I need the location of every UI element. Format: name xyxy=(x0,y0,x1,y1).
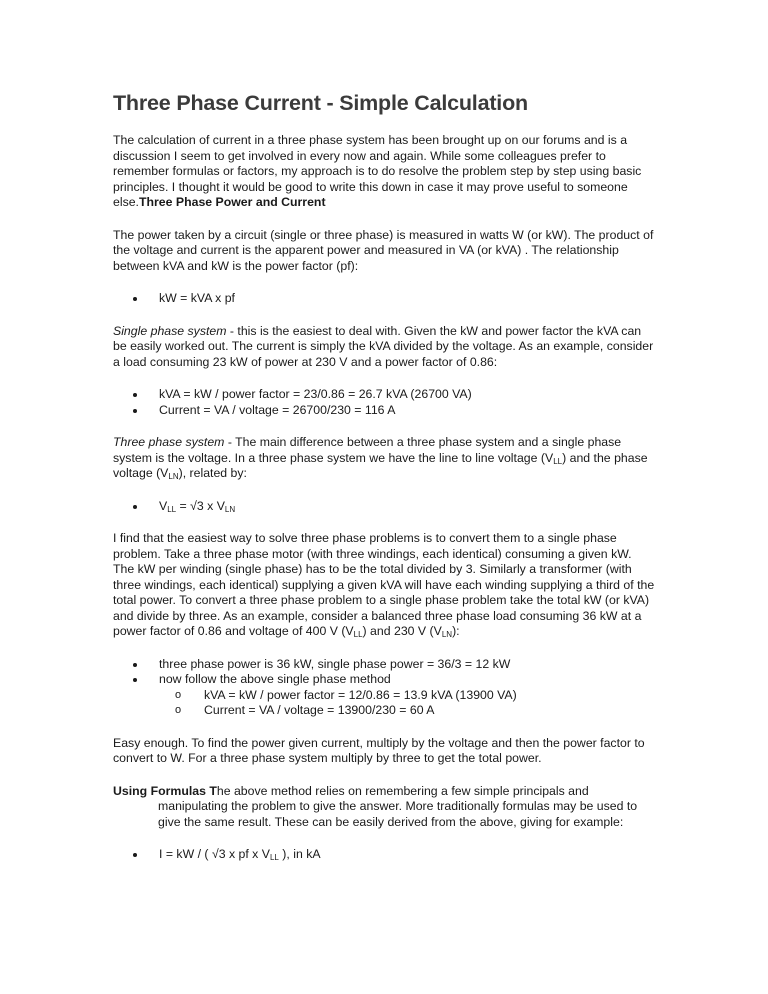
single-phase-label: Single phase system xyxy=(113,323,227,338)
list-item: $V_{LL} = √3$ x $V_{LN}$ xyxy=(113,499,655,515)
section-heading-formulas: Using Formulas T xyxy=(113,783,217,798)
intro-text: The calculation of current in a three phase system has been brought up on our forums and is a discussion I seem to get involved in every now and again. While some colleagues prefer to remember formulas or factors, my approach is to do resolve the problem step by step using basic principles. I thought it would be good to write this down in case it may prove useful to someone else. xyxy=(113,133,642,209)
single-phase-paragraph xyxy=(113,324,655,371)
three-phase-paragraph: Three phase system - The main difference between a three phase system and a single phase system is the voltage. In a three phase system we have the line to line voltage $(V_{LL})$ and the phase voltage $(V_{LN})$, related by: xyxy=(113,435,648,481)
sub-list-item: o kVA = kW / power factor = 12/0.86 = 13.9 kVA (13900 VA) xyxy=(159,688,655,704)
formula-list xyxy=(113,847,655,863)
method-paragraph: I find that the easiest way to solve three phase problems is to convert them to a single phase problem. Take a three phase motor (with three windings, each identical) consuming a given kW. The kW per winding (single phase) has to be the total divided by 3. Similarly a transformer (with three windings, each identical) supplying a given kVA will have each winding supplying a third of the total power. To convert a three phase problem to a single phase problem take the total kW (or kVA) and divide by three. As an example, consider a balanced three phase load consuming 36 kW at a power factor of 0.86 and voltage of 400 V $(V_{LL})$ and 230 V $(V_{LN})$: xyxy=(113,531,655,639)
list-item: Current = VA / voltage = 26700/230 = 116 A xyxy=(113,403,655,419)
method-sub-list xyxy=(159,688,655,719)
sub-list-item: o Current = VA / voltage = 13900/230 = 60 A xyxy=(159,703,655,719)
page-title: Three Phase Current - Simple Calculation xyxy=(113,91,528,115)
list-item: kW = kVA x pf xyxy=(113,291,655,307)
list-item: now follow the above single phase method o kVA = kW / power factor = 12/0.86 = 13.9 kVA (13900 VA) o Current = VA / voltage = 13900/230 = 60 A xyxy=(113,672,655,719)
formulas-paragraph: Using Formulas The above method relies on remembering a few simple principals and manipulating the problem to give the answer. More traditionally formulas may be used to give the same result. These can be easily derived from the above, giving for example: xyxy=(113,783,638,829)
power-list xyxy=(113,291,655,307)
easy-paragraph: Easy enough. To find the power given current, multiply by the voltage and then the power factor to convert to W. For a three phase system multiply by three to get the total power. xyxy=(113,735,645,765)
list-item: three phase power is 36 kW, single phase power = 36/3 = 12 kW xyxy=(113,657,655,673)
list-item: I = kW / ( √3 x pf x $V_{LL}$ ), in kA xyxy=(113,847,655,863)
section-heading-power: Three Phase Power and Current xyxy=(138,195,326,209)
single-phase-text: - this is the easiest to deal with. Given the kW and power factor the kVA can be easily worked out. The current is simply the kVA divided by the voltage. As an example, consider a load consuming 23 kW of power at 230 V and a power factor of 0.86: xyxy=(113,323,654,369)
list-item: kVA = kW / power factor = 23/0.86 = 26.7 kVA (26700 VA) xyxy=(113,387,655,403)
single-phase-list xyxy=(113,387,655,418)
voltage-relation-list xyxy=(113,499,655,515)
three-phase-label: Three phase system xyxy=(113,435,225,449)
intro-paragraph xyxy=(113,133,655,211)
method-list xyxy=(113,657,655,719)
power-paragraph: The power taken by a circuit (single or three phase) is measured in watts W (or kW). The product of the voltage and current is the apparent power and measured in VA (or kVA) . The relationship between kVA and kW is the power factor (pf): xyxy=(113,227,654,273)
document-page xyxy=(113,88,655,880)
